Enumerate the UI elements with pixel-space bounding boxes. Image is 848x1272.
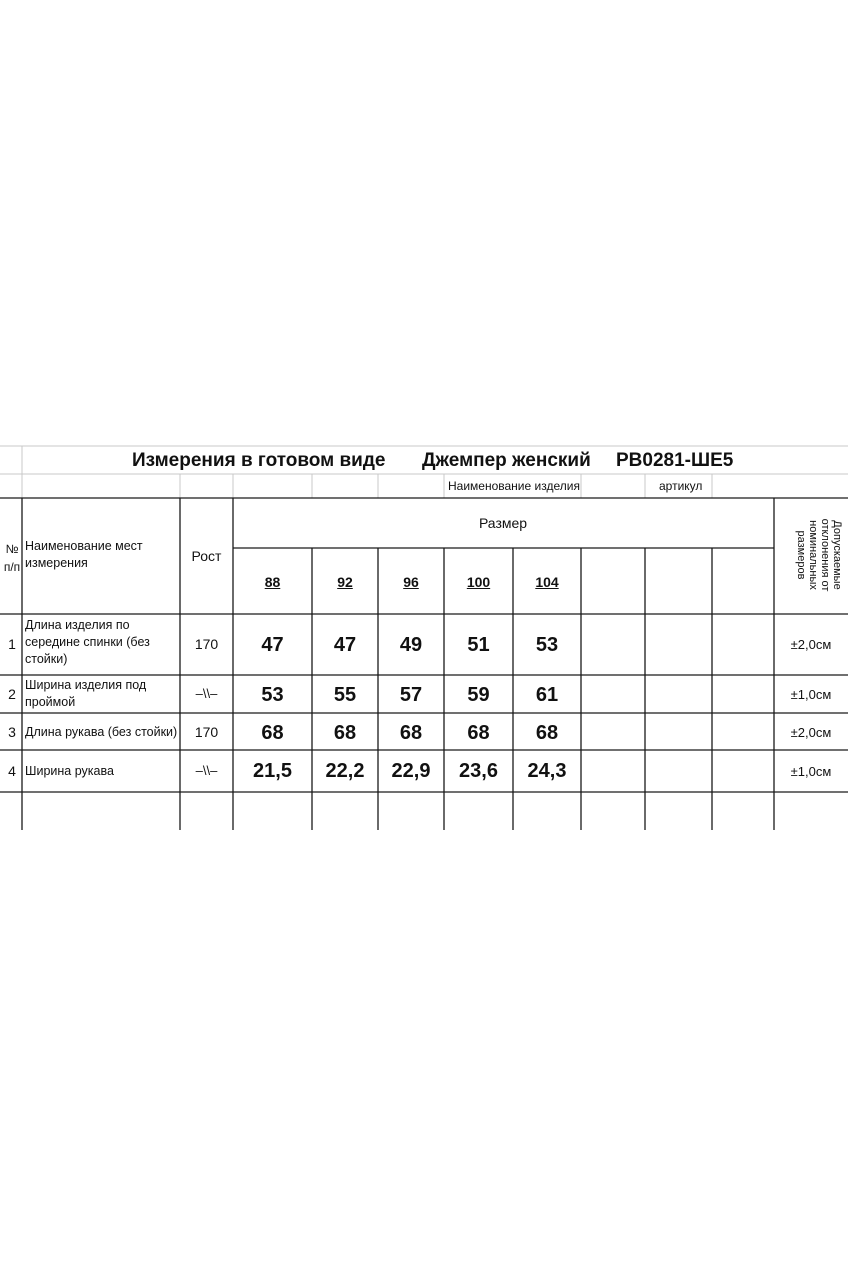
row-value: 21,5 — [253, 760, 292, 782]
row-value: 47 — [261, 634, 284, 656]
product-article: РВ0281-ШЕ5 — [616, 450, 734, 471]
row-measurement-name: Ширина изделия под проймой — [25, 678, 147, 709]
column-header-number: № п/п — [3, 542, 21, 574]
column-header-size-group: Размер — [478, 515, 528, 531]
row-value: 49 — [399, 634, 423, 656]
row-value: 68 — [333, 722, 357, 744]
column-header-height: Рост — [191, 548, 222, 564]
row-value: 55 — [333, 684, 357, 706]
row-value: 22,9 — [391, 760, 431, 782]
row-tolerance: ±2,0см — [790, 637, 832, 652]
row-value: 23,6 — [459, 760, 498, 782]
row-height: –\\– — [195, 763, 218, 778]
row-value: 68 — [467, 722, 490, 744]
column-header-tolerance: Допускаемые отклонения от номинальных размеров — [794, 518, 843, 592]
row-number: 2 — [8, 686, 16, 702]
row-tolerance: ±1,0см — [790, 687, 832, 702]
size-header: 92 — [337, 574, 353, 590]
row-height: 170 — [194, 636, 219, 652]
row-number: 1 — [8, 636, 16, 652]
row-value: 22,2 — [325, 760, 365, 782]
row-value: 57 — [399, 684, 423, 706]
sheet-title: Измерения в готовом виде — [132, 450, 386, 471]
row-value: 47 — [333, 634, 357, 656]
row-value: 68 — [399, 722, 423, 744]
row-measurement-name: Ширина рукава — [25, 764, 114, 778]
row-value: 61 — [535, 684, 559, 706]
article-caption: артикул — [659, 479, 703, 493]
row-height: 170 — [194, 724, 219, 740]
row-measurement-name: Длина изделия по середине спинки (без стойки) — [25, 618, 150, 666]
row-value: 51 — [467, 634, 490, 656]
row-value: 53 — [535, 634, 559, 656]
row-height: –\\– — [195, 686, 218, 701]
row-tolerance: ±2,0см — [790, 725, 832, 740]
row-measurement-name: Длина рукава (без стойки) — [25, 725, 178, 739]
column-header-name: Наименование мест измерения — [25, 539, 143, 570]
size-header: 96 — [403, 574, 419, 590]
product-name: Джемпер женский — [422, 450, 591, 471]
row-number: 4 — [8, 763, 16, 779]
row-number: 3 — [8, 724, 16, 740]
row-value: 68 — [261, 722, 284, 744]
product-caption: Наименование изделия — [448, 479, 580, 493]
row-value: 24,3 — [527, 760, 567, 782]
size-header: 100 — [466, 574, 491, 590]
row-value: 53 — [261, 684, 284, 706]
size-header: 88 — [264, 574, 281, 590]
row-value: 68 — [535, 722, 559, 744]
size-header: 104 — [535, 574, 559, 590]
row-value: 59 — [467, 684, 490, 706]
row-tolerance: ±1,0см — [790, 764, 832, 779]
